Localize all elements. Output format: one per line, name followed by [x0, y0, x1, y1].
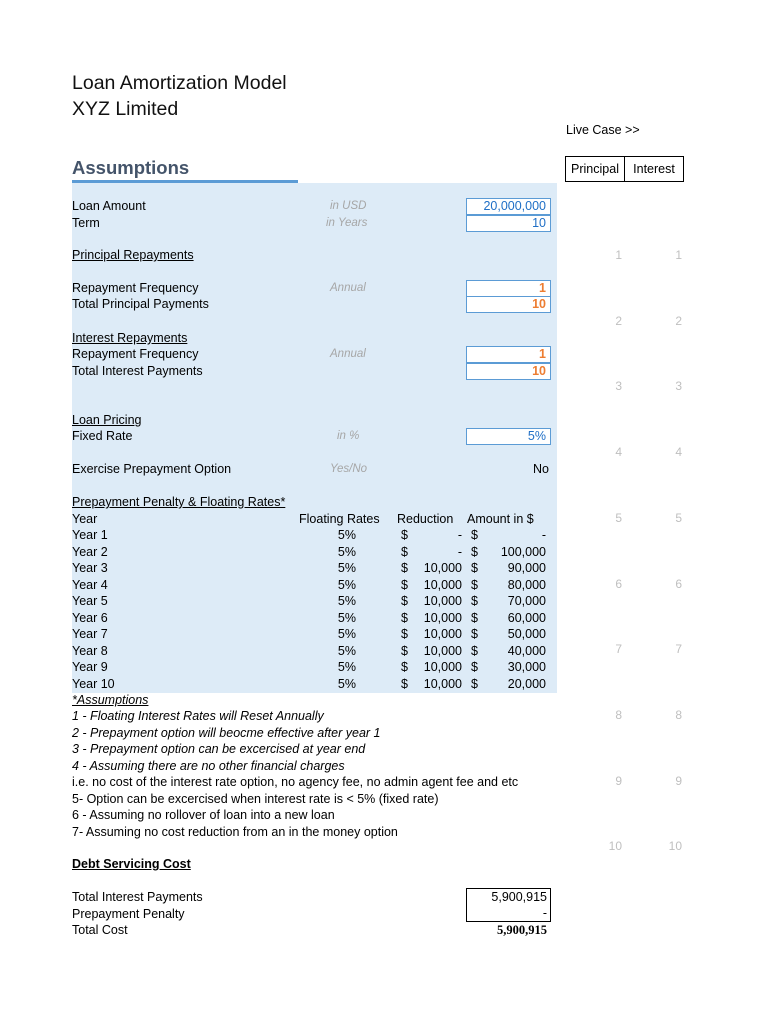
row-amount-currency: $: [471, 594, 478, 608]
principal-period-number: 9: [615, 773, 622, 788]
row-amount: 70,000: [507, 594, 546, 608]
row-floating-rate: 5%: [337, 643, 356, 658]
row-amount-currency: $: [471, 676, 478, 691]
principal-period-number: 5: [615, 510, 622, 525]
row-reduction-currency: $: [401, 561, 408, 575]
row-amount: 60,000: [507, 610, 546, 625]
row-reduction-currency: $: [401, 643, 408, 658]
assumptions-title: Assumptions: [72, 157, 190, 178]
note-item: 7- Assuming no cost reduction from an in the money option: [72, 825, 398, 839]
row-reduction-currency: $: [401, 528, 408, 542]
row-floating-rate: 5%: [337, 528, 356, 542]
total-interest-value: 5,900,915: [491, 890, 547, 904]
note-item: 3 - Prepayment option can be excercised at year end: [72, 742, 366, 756]
page-title: Loan Amortization Model: [72, 72, 287, 94]
notes-heading: *Assumptions: [72, 693, 149, 707]
fixed-rate-unit: in %: [337, 430, 360, 442]
row-floating-rate: 5%: [337, 610, 356, 625]
live-case-label: Live Case >>: [566, 123, 640, 137]
principal-period-number: 2: [615, 313, 622, 328]
principal-period-number: 7: [615, 642, 622, 657]
total-interest-label: Total Interest Payments: [72, 890, 203, 904]
principal-period-number: 4: [615, 445, 622, 460]
row-reduction: 10,000: [423, 660, 462, 674]
pricing-section-label: Loan Pricing: [72, 413, 142, 427]
interest-period-number: 6: [675, 576, 682, 591]
term-unit: in Years: [326, 217, 368, 229]
interest-period-number: 2: [675, 313, 682, 328]
row-year: Year 7: [72, 627, 108, 641]
row-reduction-currency: $: [401, 577, 408, 592]
prepayment-penalty-label: Prepayment Penalty: [72, 907, 185, 921]
interest-period-number: 8: [675, 707, 682, 722]
interest-period-number: 5: [675, 510, 682, 525]
row-amount: 20,000: [507, 676, 546, 691]
row-amount: -: [541, 528, 546, 542]
total-cost-label: Total Cost: [72, 923, 128, 937]
principal-section-label: Principal Repayments: [72, 248, 194, 262]
row-amount-currency: $: [471, 577, 478, 592]
table-header-floating: Floating Rates: [299, 512, 380, 526]
row-amount: 80,000: [507, 577, 546, 592]
row-amount-currency: $: [471, 643, 478, 658]
row-reduction-currency: $: [401, 676, 408, 691]
row-floating-rate: 5%: [337, 660, 356, 674]
principal-period-number: 10: [608, 839, 622, 854]
loan-amount-input[interactable]: 20,000,000: [466, 198, 551, 215]
row-reduction-currency: $: [401, 544, 408, 559]
principal-period-number: 1: [615, 248, 622, 262]
row-reduction: 10,000: [423, 676, 462, 691]
row-amount: 50,000: [507, 627, 546, 641]
row-floating-rate: 5%: [337, 544, 356, 559]
table-header-year: Year: [72, 512, 98, 526]
interest-period-number: 1: [675, 248, 682, 262]
row-year: Year 8: [72, 643, 108, 658]
row-year: Year 5: [72, 594, 108, 608]
row-amount: 100,000: [500, 544, 546, 559]
row-year: Year 4: [72, 577, 108, 592]
principal-period-number: 3: [615, 379, 622, 394]
row-amount: 30,000: [507, 660, 546, 674]
interest-section-label: Interest Repayments: [72, 331, 188, 345]
prepay-option-unit: Yes/No: [330, 463, 368, 475]
total-cost-value: 5,900,915: [497, 923, 547, 937]
note-item: 5- Option can be excercised when interest rate is < 5% (fixed rate): [72, 792, 439, 806]
principal-total-value: 10: [466, 296, 551, 313]
prepay-option-label: Exercise Prepayment Option: [72, 462, 232, 476]
principal-period-number: 6: [615, 576, 622, 591]
row-floating-rate: 5%: [337, 577, 356, 592]
row-amount: 40,000: [507, 643, 546, 658]
principal-period-number: 8: [615, 707, 622, 722]
row-reduction: 10,000: [423, 643, 462, 658]
row-floating-rate: 5%: [337, 561, 356, 575]
row-year: Year 10: [72, 676, 115, 691]
interest-period-number: 4: [675, 445, 682, 460]
row-year: Year 6: [72, 610, 108, 625]
note-item: i.e. no cost of the interest rate option, no agency fee, no admin agent fee and etc: [72, 775, 519, 789]
interest-total-value: 10: [466, 363, 551, 380]
prepay-option-input[interactable]: No: [533, 462, 549, 476]
interest-period-number: 3: [675, 379, 682, 394]
principal-frequency-label: Repayment Frequency: [72, 281, 199, 295]
interest-frequency-unit: Annual: [330, 348, 366, 360]
penalty-section-label: Prepayment Penalty & Floating Rates*: [72, 495, 286, 509]
interest-period-number: 10: [668, 839, 682, 854]
principal-frequency-unit: Annual: [330, 282, 366, 294]
row-amount: 90,000: [507, 561, 546, 575]
row-reduction: 10,000: [423, 561, 462, 575]
row-amount-currency: $: [471, 544, 478, 559]
note-item: 4 - Assuming there are no other financial charges: [72, 759, 345, 773]
row-reduction: 10,000: [423, 610, 462, 625]
row-floating-rate: 5%: [337, 676, 356, 691]
interest-period-number: 9: [675, 773, 682, 788]
interest-frequency-label: Repayment Frequency: [72, 347, 199, 361]
term-input[interactable]: 10: [466, 215, 551, 232]
row-reduction-currency: $: [401, 610, 408, 625]
note-item: 6 - Assuming no rollover of loan into a new loan: [72, 808, 335, 822]
row-reduction: -: [457, 528, 462, 542]
row-year: Year 3: [72, 561, 108, 575]
row-floating-rate: 5%: [337, 594, 356, 608]
row-year: Year 2: [72, 544, 108, 559]
row-floating-rate: 5%: [337, 627, 356, 641]
principal-frequency-input[interactable]: 1: [466, 280, 551, 297]
interest-period-number: 7: [675, 642, 682, 657]
row-year: Year 9: [72, 660, 108, 674]
note-item: 2 - Prepayment option will beocme effective after year 1: [72, 726, 381, 740]
row-reduction-currency: $: [401, 660, 408, 674]
term-label: Term: [72, 216, 100, 230]
loan-amount-unit: in USD: [330, 200, 367, 212]
fixed-rate-input[interactable]: 5%: [466, 428, 551, 445]
fixed-rate-label: Fixed Rate: [72, 429, 133, 443]
interest-total-label: Total Interest Payments: [72, 364, 203, 378]
table-header-reduction: Reduction: [397, 512, 454, 526]
table-header-amount: Amount in $: [467, 512, 534, 526]
note-item: 1 - Floating Interest Rates will Reset Annually: [72, 709, 324, 723]
row-reduction: 10,000: [423, 577, 462, 592]
row-reduction-currency: $: [401, 594, 408, 608]
principal-column-header: Principal: [565, 156, 625, 182]
prepayment-penalty-value: -: [542, 906, 547, 920]
row-reduction-currency: $: [401, 627, 408, 641]
row-amount-currency: $: [471, 660, 478, 674]
principal-total-label: Total Principal Payments: [72, 297, 209, 311]
row-amount-currency: $: [471, 627, 478, 641]
debt-section-heading: Debt Servicing Cost: [72, 857, 191, 871]
interest-frequency-input[interactable]: 1: [466, 346, 551, 363]
interest-column-header: Interest: [624, 156, 684, 182]
company-name: XYZ Limited: [72, 98, 179, 120]
row-reduction: -: [457, 544, 462, 559]
loan-amount-label: Loan Amount: [72, 199, 146, 213]
row-amount-currency: $: [471, 610, 478, 625]
row-amount-currency: $: [471, 528, 478, 542]
row-reduction: 10,000: [423, 627, 462, 641]
row-year: Year 1: [72, 528, 108, 542]
row-amount-currency: $: [471, 561, 478, 575]
row-reduction: 10,000: [423, 594, 462, 608]
